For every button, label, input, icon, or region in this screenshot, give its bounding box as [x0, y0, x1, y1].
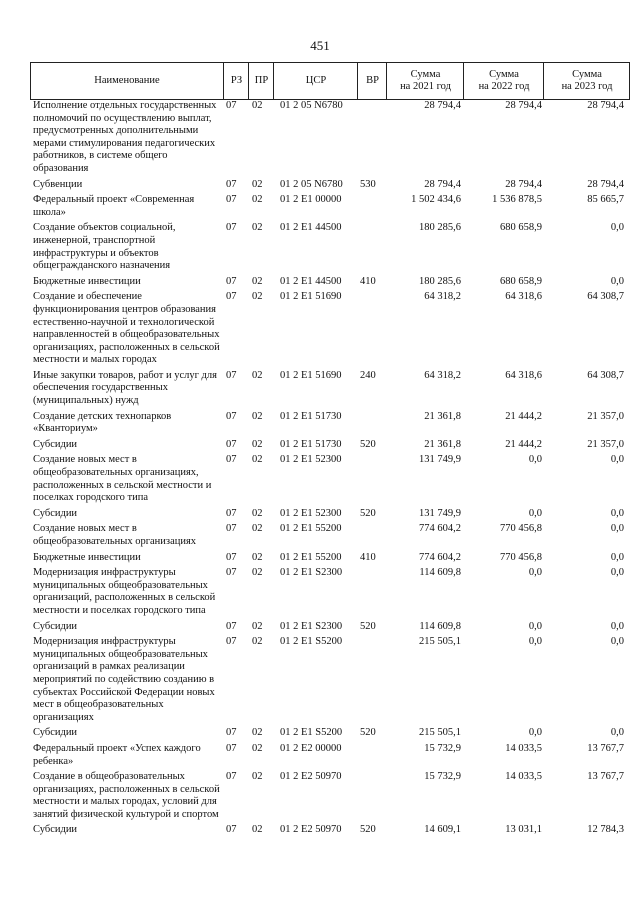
row-rz: 07: [226, 620, 237, 632]
table-header: [30, 62, 630, 100]
row-name: Субсидии: [33, 824, 78, 836]
header-sum-2023-line1: Сумма: [572, 69, 602, 80]
row-sum-2021: 28 794,4: [424, 100, 461, 111]
row-sum-2022: 0,0: [528, 507, 542, 519]
table-row: [30, 771, 630, 821]
row-csr: 01 2 05 N6780: [280, 100, 343, 111]
row-name: Субсидии: [33, 438, 78, 450]
row-rz: 07: [226, 551, 237, 563]
row-sum-2021: 1 502 434,6: [411, 194, 461, 206]
row-sum-2023: 0,0: [610, 222, 624, 234]
row-rz: 07: [226, 523, 237, 535]
row-sum-2021: 21 361,8: [424, 438, 461, 450]
row-csr: 01 2 E1 51730: [280, 410, 342, 422]
table-row: [30, 743, 630, 768]
row-csr: 01 2 E1 S5200: [280, 636, 343, 648]
row-name: Модернизация инфраструктуры муниципальных общеобразовательных организаций, расположенных в сельской местности и поселках городского типа: [33, 567, 216, 616]
row-vr: 520: [360, 824, 376, 836]
row-pr: 02: [252, 507, 263, 519]
row-csr: 01 2 E1 51690: [280, 369, 342, 381]
row-name: Бюджетные инвестиции: [33, 275, 141, 287]
row-sum-2021: 14 609,1: [424, 824, 461, 836]
row-pr: 02: [252, 438, 263, 450]
row-csr: 01 2 E1 S2300: [280, 620, 343, 632]
row-rz: 07: [226, 291, 237, 303]
header-sum-2023-line2: на 2023 год: [561, 81, 613, 92]
row-csr: 01 2 E1 52300: [280, 507, 342, 519]
row-sum-2021: 64 318,2: [424, 369, 461, 381]
row-sum-2023: 0,0: [610, 275, 624, 287]
table-row: [30, 552, 630, 565]
row-sum-2023: 12 784,3: [587, 824, 624, 836]
row-sum-2022: 13 031,1: [505, 824, 542, 836]
table-row: [30, 291, 630, 367]
table-row: [30, 454, 630, 504]
row-sum-2023: 13 767,7: [587, 771, 624, 783]
row-rz: 07: [226, 275, 237, 287]
row-pr: 02: [252, 727, 263, 739]
row-sum-2021: 21 361,8: [424, 410, 461, 422]
row-sum-2023: 21 357,0: [587, 410, 624, 422]
row-vr: 240: [360, 369, 376, 381]
row-pr: 02: [252, 620, 263, 632]
row-rz: 07: [226, 567, 237, 579]
row-vr: 520: [360, 438, 376, 450]
row-sum-2023: 21 357,0: [587, 438, 624, 450]
header-sum-2022: [463, 63, 544, 99]
row-rz: 07: [226, 222, 237, 234]
row-sum-2022: 680 658,9: [500, 222, 542, 234]
row-pr: 02: [252, 291, 263, 303]
row-sum-2021: 131 749,9: [419, 507, 461, 519]
row-name: Модернизация инфраструктуры муниципальных общеобразовательных организаций в рамках реализации мероприятий по содействию созданию в субъектах Российской Федерации новых мест в общеобразовательных организациях: [33, 636, 215, 723]
row-sum-2023: 64 308,7: [587, 291, 624, 303]
row-vr: 520: [360, 507, 376, 519]
table-body: [30, 100, 630, 840]
row-sum-2023: 0,0: [610, 523, 624, 535]
row-name: Создание и обеспечение функционирования центров образования естественно-научной и технологической направленностей в общеобразовательных организациях, расположенных в сельской местности и малых городах: [33, 291, 220, 366]
row-sum-2022: 0,0: [528, 567, 542, 579]
row-sum-2022: 21 444,2: [505, 438, 542, 450]
row-csr: 01 2 E1 00000: [280, 194, 342, 206]
row-pr: 02: [252, 275, 263, 287]
row-rz: 07: [226, 824, 237, 836]
header-pr: [248, 63, 274, 99]
row-sum-2022: 770 456,8: [500, 523, 542, 535]
row-rz: 07: [226, 636, 237, 648]
row-vr: 410: [360, 551, 376, 563]
row-sum-2022: 28 794,4: [505, 100, 542, 111]
row-pr: 02: [252, 100, 263, 111]
row-sum-2021: 15 732,9: [424, 742, 461, 754]
row-name: Создание детских технопарков «Кванториум»: [33, 410, 172, 435]
table-row: [30, 621, 630, 634]
row-name: Федеральный проект «Современная школа»: [33, 194, 195, 218]
table-row: [30, 179, 630, 192]
row-sum-2021: 180 285,6: [419, 222, 461, 234]
row-name: Бюджетные инвестиции: [33, 551, 141, 563]
row-name: Федеральный проект «Успех каждого ребенка»: [33, 742, 201, 767]
row-name: Создание объектов социальной, инженерной, транспортной инфраструктуры и объектов общегражданского назначения: [33, 222, 176, 272]
row-csr: 01 2 E1 44500: [280, 222, 342, 234]
header-rz-label: РЗ: [230, 75, 243, 86]
row-sum-2021: 774 604,2: [419, 551, 461, 563]
row-rz: 07: [226, 178, 237, 190]
row-rz: 07: [226, 771, 237, 783]
header-name: [31, 63, 223, 99]
row-sum-2022: 14 033,5: [505, 771, 542, 783]
row-sum-2023: 0,0: [610, 454, 624, 466]
row-name: Исполнение отдельных государственных полномочий по осуществлению выплат, предусмотренных дополнительными мерами стимулирования педагогических работников, в системе общего образования: [33, 100, 217, 174]
row-sum-2022: 680 658,9: [500, 275, 542, 287]
row-name: Субсидии: [33, 727, 78, 739]
table-row: [30, 727, 630, 740]
row-csr: 01 2 E2 50970: [280, 771, 342, 783]
row-vr: 520: [360, 620, 376, 632]
row-sum-2022: 0,0: [528, 454, 542, 466]
row-sum-2022: 0,0: [528, 636, 542, 648]
header-csr: [273, 63, 358, 99]
row-name: Создание в общеобразовательных организациях, расположенных в сельской местности и малых городах, условий для занятий физической культурой и спортом: [33, 771, 220, 820]
row-csr: 01 2 E1 55200: [280, 551, 342, 563]
row-sum-2021: 215 505,1: [419, 636, 461, 648]
table-row: [30, 194, 630, 219]
row-sum-2022: 1 536 878,5: [492, 194, 542, 206]
row-pr: 02: [252, 523, 263, 535]
header-name-label: Наименование: [94, 75, 160, 86]
header-pr-label: ПР: [254, 75, 269, 86]
row-sum-2023: 85 665,7: [587, 194, 624, 206]
row-name: Субсидии: [33, 507, 78, 519]
row-sum-2023: 28 794,4: [587, 100, 624, 111]
row-sum-2023: 28 794,4: [587, 178, 624, 190]
row-name: Иные закупки товаров, работ и услуг для обеспечения государственных (муниципальных) нужд: [33, 369, 217, 407]
row-pr: 02: [252, 824, 263, 836]
header-vr-label: ВР: [366, 75, 379, 86]
row-sum-2021: 114 609,8: [419, 567, 461, 579]
row-csr: 01 2 E2 50970: [280, 824, 342, 836]
row-rz: 07: [226, 369, 237, 381]
row-sum-2022: 14 033,5: [505, 742, 542, 754]
row-csr: 01 2 E1 51730: [280, 438, 342, 450]
row-vr: 530: [360, 178, 376, 190]
row-csr: 01 2 E1 S2300: [280, 567, 343, 579]
row-csr: 01 2 E1 51690: [280, 291, 342, 303]
table-row: [30, 523, 630, 548]
header-csr-label: ЦСР: [305, 75, 327, 86]
row-rz: 07: [226, 194, 237, 206]
row-sum-2021: 180 285,6: [419, 275, 461, 287]
row-name: Субвенции: [33, 178, 83, 190]
table-row: [30, 411, 630, 436]
row-rz: 07: [226, 100, 237, 111]
row-sum-2022: 0,0: [528, 620, 542, 632]
page-number: 451: [310, 38, 330, 53]
table-row: [30, 824, 630, 837]
header-sum-2021: [386, 63, 464, 99]
row-csr: 01 2 E1 44500: [280, 275, 342, 287]
row-sum-2023: 13 767,7: [587, 742, 624, 754]
row-pr: 02: [252, 410, 263, 422]
row-rz: 07: [226, 742, 237, 754]
row-sum-2023: 0,0: [610, 567, 624, 579]
row-rz: 07: [226, 454, 237, 466]
row-sum-2021: 114 609,8: [419, 620, 461, 632]
table-row: [30, 370, 630, 408]
row-sum-2022: 21 444,2: [505, 410, 542, 422]
row-rz: 07: [226, 727, 237, 739]
row-rz: 07: [226, 507, 237, 519]
row-sum-2021: 215 505,1: [419, 727, 461, 739]
row-vr: 410: [360, 275, 376, 287]
row-name: Создание новых мест в общеобразовательных организациях: [33, 523, 197, 547]
row-sum-2022: 770 456,8: [500, 551, 542, 563]
row-pr: 02: [252, 454, 263, 466]
row-pr: 02: [252, 742, 263, 754]
row-sum-2022: 64 318,6: [505, 369, 542, 381]
row-sum-2022: 28 794,4: [505, 178, 542, 190]
row-name: Создание новых мест в общеобразовательных организациях, расположенных в сельской местности и поселках городского типа: [33, 454, 212, 504]
row-sum-2023: 0,0: [610, 620, 624, 632]
table-row: [30, 276, 630, 289]
row-sum-2023: 0,0: [610, 636, 624, 648]
row-vr: 520: [360, 727, 376, 739]
row-csr: 01 2 E1 55200: [280, 523, 342, 535]
row-csr: 01 2 E2 00000: [280, 742, 342, 754]
row-csr: 01 2 E1 52300: [280, 454, 342, 466]
table-row: [30, 439, 630, 452]
table-row: [30, 508, 630, 521]
row-pr: 02: [252, 551, 263, 563]
row-sum-2022: 64 318,6: [505, 291, 542, 303]
row-sum-2021: 774 604,2: [419, 523, 461, 535]
row-rz: 07: [226, 438, 237, 450]
row-name: Субсидии: [33, 620, 78, 632]
row-sum-2023: 0,0: [610, 551, 624, 563]
header-sum-2021-line1: Сумма: [410, 69, 441, 80]
header-sum-2023: [543, 63, 630, 99]
table-row: [30, 100, 630, 176]
row-rz: 07: [226, 410, 237, 422]
header-sum-2022-line1: Сумма: [489, 69, 519, 80]
row-sum-2023: 64 308,7: [587, 369, 624, 381]
row-sum-2023: 0,0: [610, 507, 624, 519]
row-sum-2021: 15 732,9: [424, 771, 461, 783]
header-sum-2022-line2: на 2022 год: [478, 81, 530, 92]
row-sum-2021: 28 794,4: [424, 178, 461, 190]
header-rz: [223, 63, 249, 99]
row-sum-2022: 0,0: [528, 727, 542, 739]
header-vr: [357, 63, 387, 99]
row-csr: 01 2 05 N6780: [280, 178, 343, 190]
table-row: [30, 567, 630, 617]
row-csr: 01 2 E1 S5200: [280, 727, 343, 739]
row-pr: 02: [252, 369, 263, 381]
row-pr: 02: [252, 771, 263, 783]
row-pr: 02: [252, 194, 263, 206]
row-pr: 02: [252, 636, 263, 648]
row-pr: 02: [252, 222, 263, 234]
table-row: [30, 222, 630, 272]
row-sum-2023: 0,0: [610, 727, 624, 739]
table-row: [30, 636, 630, 724]
header-sum-2021-line2: на 2021 год: [400, 81, 451, 92]
row-sum-2021: 131 749,9: [419, 454, 461, 466]
row-pr: 02: [252, 178, 263, 190]
row-pr: 02: [252, 567, 263, 579]
row-sum-2021: 64 318,2: [424, 291, 461, 303]
